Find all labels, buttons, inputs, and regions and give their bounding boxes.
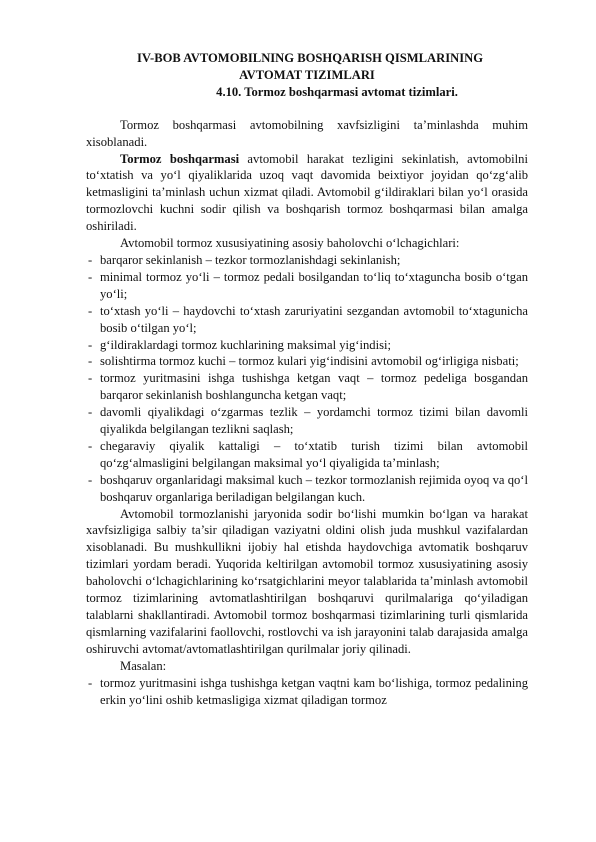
examples-list bbox=[86, 675, 528, 709]
definition-term: Tormoz boshqarmasi bbox=[120, 151, 240, 166]
list-item bbox=[86, 370, 528, 404]
intro-paragraph: Tormoz boshqarmasi avtomobilning xavfsizligini ta’minlashda muhim xisoblanadi. bbox=[86, 117, 528, 149]
bullet-dash: - bbox=[88, 337, 93, 352]
list-item bbox=[86, 252, 528, 269]
list-item bbox=[86, 438, 528, 472]
list-item bbox=[86, 337, 528, 354]
list-item bbox=[86, 353, 528, 370]
definition-paragraph bbox=[86, 151, 528, 236]
list-item-text: boshqaruv organlaridagi maksimal kuch – tezkor tormozlanish rejimida oyoq va qo‘l boshqaruv organlariga beriladigan belgilangan kuch. bbox=[100, 472, 528, 504]
criteria-intro: Avtomobil tormoz xususiyatining asosiy baholovchi o‘lchagichlari: bbox=[120, 236, 460, 251]
chapter-title-line1: IV-BOB AVTOMOBILNING BOSHQARISH QISMLARINING bbox=[136, 51, 484, 65]
list-item bbox=[86, 269, 528, 303]
list-item-text: tormoz yuritmasini ishga tushishga ketgan vaqt – tormoz pedeliga bosgandan barqaror sekinlanish boshlanguncha ketgan vaqt; bbox=[100, 371, 528, 403]
bullet-dash: - bbox=[88, 438, 93, 453]
example-label: Masalan: bbox=[120, 658, 167, 673]
list-item bbox=[86, 404, 528, 438]
bullet-dash: - bbox=[88, 405, 93, 420]
list-item bbox=[86, 675, 528, 709]
list-item-text: tormoz yuritmasini ishga tushishga ketgan vaqtni kam bo‘lishiga, tormoz pedalining erkin yo‘lini oshib ketmasligiga xizmat qiladigan tormoz bbox=[100, 675, 528, 707]
bullet-dash: - bbox=[88, 354, 93, 369]
list-item bbox=[86, 303, 528, 337]
list-item-text: davomli qiyalikdagi o‘zgarmas tezlik – yordamchi tormoz tizimi bilan davomli qiyalikda belgilangan tezlikni saqlash; bbox=[100, 405, 528, 437]
list-item-text: to‘xtash yo‘li – haydovchi to‘xtash zaruriyatini sezgandan avtomobil to‘xtagunicha bosib o‘tilgan yo‘l; bbox=[100, 303, 528, 335]
list-item bbox=[86, 472, 528, 506]
list-item-text: chegaraviy qiyalik kattaligi – to‘xtatib turish tizimi bilan avtomobil qo‘zg‘almasligini belgilangan maksimal yo‘l qiyaligida ta’minlash; bbox=[100, 438, 528, 470]
main-paragraph: Avtomobil tormozlanishi jaryonida sodir bo‘lishi mumkin bo‘lgan va harakat xavfsizligiga salbiy ta’sir qiladigan vaziyatni oldini olish juda mushkul vazifalardan xisoblanadi. Bu mushkullikni ijobiy hal etishda haydovchiga avtomatik boshqaruv tizimlari yordam beradi. Yuqorida keltirilgan avtomobil tormoz xususiyatining asosiy baholovchi o‘lchagichlarining ko‘rsatgichlarini meyor talablarida ta’minlash avtomobil tormoz tizimlarining avtomatlashtirilgan boshqaruvi qurilmalariga qo‘yiladigan talablarni shakllantiradi. Avtomobil tormoz boshqarmasi tizimlarining turli qismlarida qismlarning vazifalarini faollovchi, rostlovchi va ish jarayonini talab darajasida amalga oshiruvchi avtomat/avtomatlashtirilgan qurilmalar joriy qilinadi. bbox=[86, 506, 528, 656]
criteria-list bbox=[86, 252, 528, 506]
document-page bbox=[86, 50, 528, 708]
definition-text: avtomobil harakat tezligini sekinlatish, avtomobilni to‘xtatish va yo‘l qiyaliklarida uzoq vaqt davomida beixtiyor joyidan qo‘zg‘alib ketmasligini ta’minlash uchun xizmat qiladi. Avtomobil g‘ildiraklari bilan yo‘l orasida tormozlovchi kuchni sodir qilish va boshqarish tormoz boshqarmasi bilan amalga oshiriladi. bbox=[86, 151, 528, 234]
bullet-dash: - bbox=[88, 371, 93, 386]
bullet-dash: - bbox=[88, 252, 93, 267]
list-item-text: barqaror sekinlanish – tezkor tormozlanishdagi sekinlanish; bbox=[100, 252, 401, 267]
list-item-text: g‘ildiraklardagi tormoz kuchlarining maksimal yig‘indisi; bbox=[100, 337, 391, 352]
section-title: 4.10. Tormoz boshqarmasi avtomat tizimlari. bbox=[216, 84, 458, 99]
bullet-dash: - bbox=[88, 675, 93, 690]
bullet-dash: - bbox=[88, 303, 93, 318]
chapter-title-line2: AVTOMAT TIZIMLARI bbox=[239, 67, 375, 82]
list-item-text: solishtirma tormoz kuchi – tormoz kulari yig‘indisini avtomobil og‘irligiga nisbati; bbox=[100, 354, 519, 369]
bullet-dash: - bbox=[88, 269, 93, 284]
list-item-text: minimal tormoz yo‘li – tormoz pedali bosilgandan to‘liq to‘xtaguncha bosib o‘tgan yo‘li; bbox=[100, 269, 528, 301]
bullet-dash: - bbox=[88, 472, 93, 487]
